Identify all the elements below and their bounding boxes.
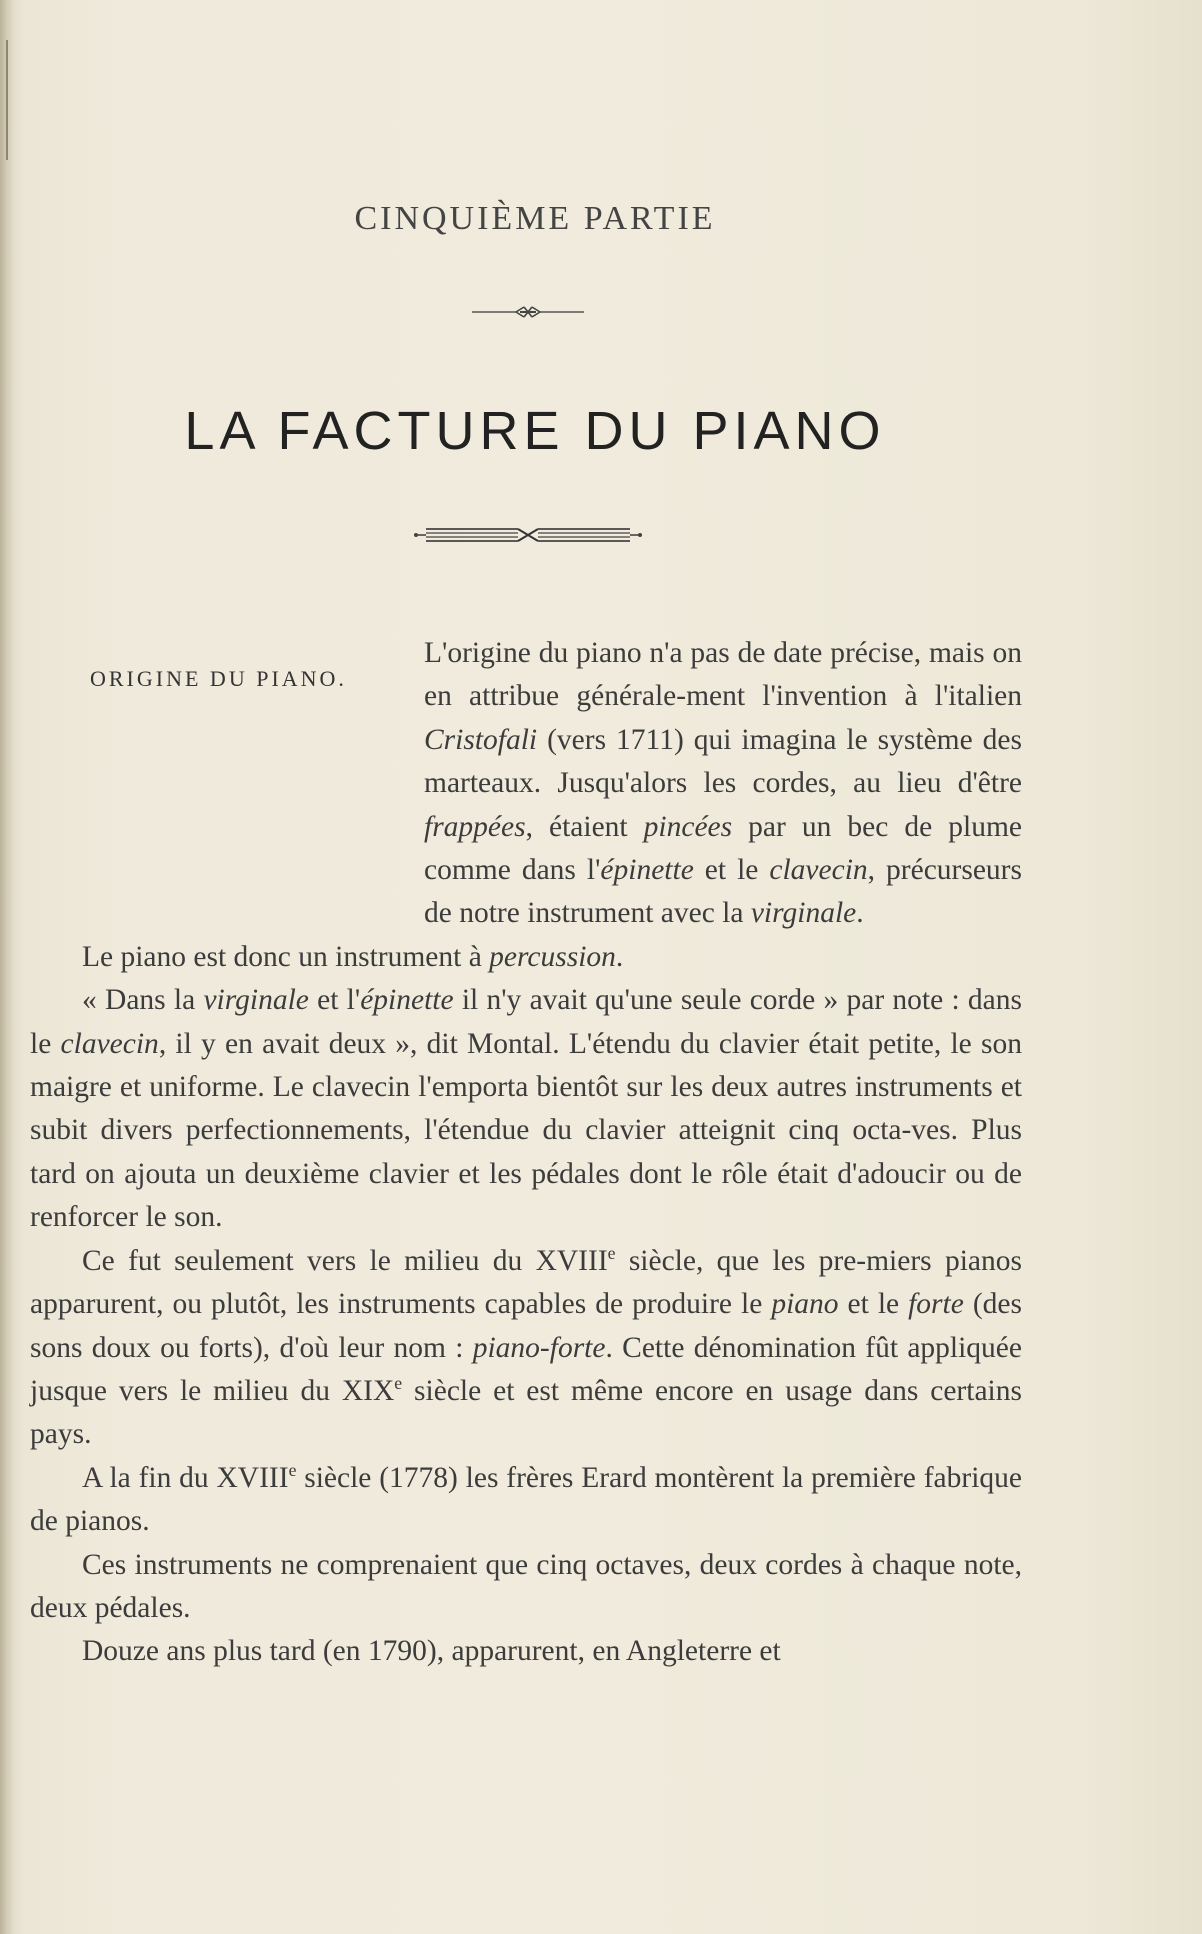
paragraph-1-text: par un bec de plume comme dans l' bbox=[424, 810, 1023, 887]
paragraph-5-text: siècle (1778) les frères Erard montèrent la première fabrique de pianos. bbox=[30, 1461, 1022, 1538]
paragraph-4 bbox=[30, 1240, 1022, 1457]
paragraph-1-text: (vers 1711) qui imagina le système des marteaux. Jusqu'alors les cordes, au lieu d'être bbox=[424, 723, 1022, 800]
paragraph-3 bbox=[30, 979, 1022, 1239]
ornament-divider-small bbox=[472, 304, 584, 320]
italic-term: percussion bbox=[489, 940, 616, 973]
italic-term: piano-forte bbox=[472, 1331, 606, 1364]
superscript: e bbox=[607, 1242, 616, 1263]
page-edge-line bbox=[6, 40, 8, 160]
italic-term: Cristofali bbox=[424, 723, 538, 756]
paragraph-2 bbox=[30, 936, 1022, 979]
paragraph-4-text: et le bbox=[838, 1288, 909, 1321]
italic-term: virginale bbox=[203, 984, 309, 1017]
paragraph-5-text: A la fin du XVIII bbox=[82, 1461, 289, 1494]
paragraph-1-text: et le bbox=[693, 854, 770, 887]
paragraph-1-text: , étaient bbox=[525, 810, 644, 843]
paragraph-3-text: « Dans la bbox=[82, 984, 204, 1017]
paragraph-2-text: Le piano est donc un instrument à bbox=[82, 940, 490, 973]
margin-note: ORIGINE DU PIANO. bbox=[90, 666, 347, 691]
italic-term: frappées bbox=[424, 810, 526, 843]
paragraph-1-text: ment l'invention à l'italien bbox=[686, 680, 1022, 713]
italic-term: pincées bbox=[643, 810, 733, 843]
body-text bbox=[30, 632, 1022, 1674]
paragraph-4-text: Ce fut seulement vers le milieu du XVIII bbox=[82, 1244, 608, 1277]
paragraph-1-lead: L'origine du piano n'a pas de date précise, mais on en attribue générale- bbox=[424, 637, 1022, 713]
italic-term: piano bbox=[771, 1288, 839, 1321]
italic-term: forte bbox=[908, 1288, 964, 1321]
italic-term: virginale bbox=[750, 897, 857, 930]
chapter-title: LA FACTURE DU PIANO bbox=[184, 401, 886, 461]
paragraph-6: Ces instruments ne comprenaient que cinq octaves, deux cordes à chaque note, deux pédales. bbox=[30, 1548, 1022, 1624]
paragraph-3-text: et l' bbox=[308, 984, 361, 1017]
paragraph-4-text: siècle et est même encore en usage dans certains pays. bbox=[30, 1374, 1022, 1451]
paragraph-1-text: , précurseurs de notre instrument avec la bbox=[424, 854, 1022, 930]
italic-term: épinette bbox=[360, 984, 454, 1017]
paragraph-3-text: , il y en avait deux », dit Montal. L'étendu du clavier était petite, le son maigre et uniforme. Le clavecin l'emporta bientôt sur les deux autres instruments et subit divers perfectionnements, l'étendue du clavier atteignit cinq octa-ves. Plus tard on ajouta un deuxième clavier et les pédales dont le rôle était d'adoucir ou de renforcer le son. bbox=[30, 1027, 1022, 1234]
paragraph-2-text: . bbox=[615, 940, 624, 973]
paragraph-5 bbox=[30, 1457, 1022, 1544]
italic-term: clavecin bbox=[60, 1027, 159, 1060]
section-title: CINQUIÈME PARTIE bbox=[354, 200, 716, 237]
paragraph-1 bbox=[30, 632, 1022, 936]
paragraph-4-text: (des sons doux ou forts), d'où leur nom : bbox=[30, 1288, 1022, 1364]
paragraph-3-text: il n'y avait qu'une seule corde » par note : dans le bbox=[30, 984, 1022, 1060]
ornament-divider-large bbox=[412, 524, 644, 546]
page-edge bbox=[0, 0, 14, 1934]
italic-term: clavecin bbox=[769, 854, 868, 887]
superscript: e bbox=[394, 1373, 403, 1394]
paragraph-4-text: siècle, que les pre-miers pianos apparurent, ou plutôt, les instruments capables de produire le bbox=[30, 1244, 1022, 1321]
italic-term: épinette bbox=[600, 854, 694, 887]
paragraph-7: Douze ans plus tard (en 1790), apparurent, en Angleterre et bbox=[82, 1635, 781, 1668]
superscript: e bbox=[288, 1459, 297, 1480]
paragraph-1-text: . bbox=[856, 897, 864, 930]
paragraph-4-text: . Cette dénomination fût appliquée jusque vers le milieu du XIX bbox=[30, 1331, 1022, 1407]
